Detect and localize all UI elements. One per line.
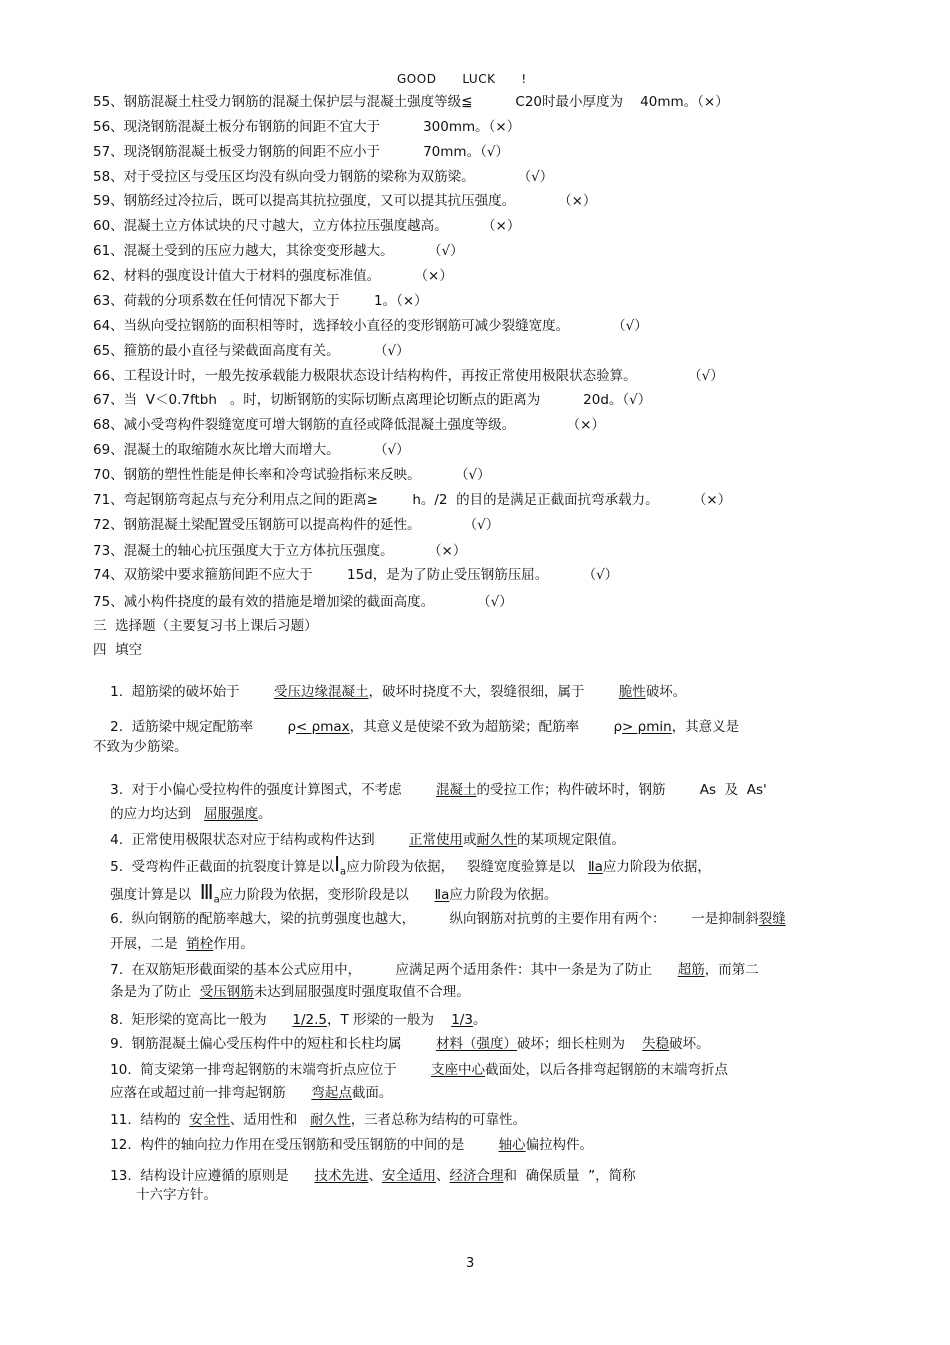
fill-q13-cont: 十六字方针。 xyxy=(136,1187,217,1203)
section-3-heading: 三 选择题（主要复习书上课后习题） xyxy=(93,618,318,634)
true-false-item: 74、双筋梁中要求箍筋间距不应大于 15d，是为了防止受压钢筋压屈。 （√） xyxy=(93,567,619,583)
true-false-item: 63、荷载的分项系数在任何情况下都大于 1。（×） xyxy=(93,293,428,309)
true-false-item: 59、钢筋经过冷拉后，既可以提高其抗拉强度，又可以提其抗压强度。 （×） xyxy=(93,193,597,209)
true-false-item: 72、钢筋混凝土梁配置受压钢筋可以提高构件的延性。 （√） xyxy=(93,517,500,533)
answer-blank: 材料（强度） xyxy=(435,1036,517,1052)
fill-q7: 7. 在双筋矩形截面梁的基本公式应用中， 应满足两个适用条件：其中一条是为了防止 超筋，而第二 xyxy=(110,962,759,978)
answer-blank: 弯起点 xyxy=(311,1085,352,1101)
true-false-item: 75、减小构件挠度的最有效的措施是增加梁的截面高度。 （√） xyxy=(93,594,513,610)
true-false-item: 57、现浇钢筋混凝土板受力钢筋的间距不应小于 70mm。（√） xyxy=(93,144,509,160)
answer-blank: 屈服强度 xyxy=(204,806,259,822)
true-false-item: 62、材料的强度设计值大于材料的强度标准值。 （×） xyxy=(93,268,453,284)
true-false-item: 65、箍筋的最小直径与梁截面高度有关。 （√） xyxy=(93,343,410,359)
answer-blank: 裂缝 xyxy=(758,911,786,927)
answer-blank: 1/3 xyxy=(451,1012,473,1028)
answer-blank: 正常使用 xyxy=(408,832,463,848)
fill-q11: 11. 结构的 安全性、适用性和 耐久性，三者总称为结构的可靠性。 xyxy=(110,1112,527,1128)
fill-q1: 1. 超筋梁的破坏始于 受压边缘混凝土，破坏时挠度不大，裂缝很细，属于 脆性破坏。 xyxy=(110,684,687,700)
true-false-item: 68、减小受弯构件裂缝宽度可增大钢筋的直径或降低混凝土强度等级。 （×） xyxy=(93,417,605,433)
page-number: 3 xyxy=(466,1256,475,1271)
fill-q6-cont: 开展，二是 销栓作用。 xyxy=(110,936,254,952)
fill-q2: 2. 适筋梁中规定配筋率 ρ< ρmax，其意义是使梁不致为超筋梁；配筋率 ρ> ρmin，其意义是 xyxy=(110,719,740,735)
answer-blank: 脆性 xyxy=(618,684,646,700)
answer-blank: 技术先进 xyxy=(314,1168,369,1184)
answer-blank: 混凝土 xyxy=(435,782,477,798)
answer-blank: > ρmin xyxy=(622,719,672,735)
true-false-item: 60、混凝土立方体试块的尺寸越大，立方体拉压强度越高。 （×） xyxy=(93,218,521,234)
fill-q12: 12. 构件的轴向拉力作用在受压钢筋和受压钢筋的中间的是 轴心偏拉构件。 xyxy=(110,1137,594,1153)
answer-blank: Ⅱa xyxy=(434,887,450,903)
true-false-item: 69、混凝土的取缩随水灰比增大而增大。 （√） xyxy=(93,442,410,458)
answer-blank: Ⅱa xyxy=(587,859,603,875)
true-false-item: 73、混凝土的轴心抗压强度大于立方体抗压强度。 （×） xyxy=(93,543,467,559)
answer-blank: 安全适用 xyxy=(381,1168,436,1184)
true-false-item: 61、混凝土受到的压应力越大，其徐变变形越大。 （√） xyxy=(93,243,464,259)
answer-blank: 经济合理 xyxy=(449,1168,504,1184)
fill-q9: 9. 钢筋混凝土偏心受压构件中的短柱和长柱均属 材料（强度）破坏；细长柱则为 失稳破坏。 xyxy=(110,1036,710,1052)
answer-blank: 支座中心 xyxy=(431,1062,486,1078)
true-false-item: 56、现浇钢筋混凝土板分布钢筋的间距不宜大于 300mm。（×） xyxy=(93,119,521,135)
section-4-heading: 四 填空 xyxy=(93,642,143,658)
true-false-item: 70、钢筋的塑性性能是伸长率和冷弯试验指标来反映。 （√） xyxy=(93,467,491,483)
true-false-item: 66、工程设计时，一般先按承载能力极限状态设计结构构件，再按正常使用极限状态验算。 （√） xyxy=(93,368,724,384)
page-header: GOOD LUCK ! xyxy=(397,72,527,86)
answer-blank: 失稳 xyxy=(642,1036,670,1052)
answer-blank: 销栓 xyxy=(186,936,214,952)
answer-blank: 受压钢筋 xyxy=(199,984,254,1000)
answer-blank: 受压边缘混凝土 xyxy=(273,684,369,700)
fill-q5: 5. 受弯构件正截面的抗裂度计算是以$Ⅰ_a$应力阶段为依据， 裂缝宽度验算是以 Ⅱa应力阶段为依据， xyxy=(110,852,711,878)
answer-blank: 耐久性 xyxy=(476,832,517,848)
fill-q10: 10. 简支梁第一排弯起钢筋的末端弯折点应位于 支座中心截面处，以后各排弯起钢筋的末端弯折点 xyxy=(110,1062,729,1078)
answer-blank: < ρmax xyxy=(296,719,350,735)
answer-blank: 耐久性 xyxy=(310,1112,351,1128)
answer-blank: 轴心 xyxy=(498,1137,526,1153)
answer-blank: 安全性 xyxy=(189,1112,230,1128)
true-false-item: 71、弯起钢筋弯起点与充分利用点之间的距离≥ h。/2 的目的是满足正截面抗弯承载力。 （×） xyxy=(93,492,732,508)
fill-q4: 4. 正常使用极限状态对应于结构或构件达到 正常使用或耐久性的某项规定限值。 xyxy=(110,832,625,848)
fill-q8: 8. 矩形梁的宽高比一般为 1/2.5，T 形梁的一般为 1/3。 xyxy=(110,1012,487,1028)
fill-q3: 3. 对于小偏心受拉构件的强度计算图式，不考虑 混凝土的受拉工作；构件破坏时，钢筋 As 及 As' xyxy=(110,782,767,798)
fill-q6: 6. 纵向钢筋的配筋率越大，梁的抗剪强度也越大， 纵向钢筋对抗剪的主要作用有两个： 一是抑制斜裂缝 xyxy=(110,911,786,927)
fill-q2-cont: 不致为少筋梁。 xyxy=(93,739,188,755)
fill-q10-cont: 应落在或超过前一排弯起钢筋 弯起点截面。 xyxy=(110,1085,393,1101)
answer-blank: 1/2.5 xyxy=(292,1012,327,1028)
answer-blank: 超筋 xyxy=(677,962,705,978)
fill-q13: 13. 结构设计应遵循的原则是 技术先进、安全适用、经济合理和 确保质量 ”，简称 xyxy=(110,1168,636,1184)
fill-q7-cont: 条是为了防止 受压钢筋未达到屈服强度时强度取值不合理。 xyxy=(110,984,470,1000)
fill-q5-cont: 强度计算是以 $Ⅲ_a$应力阶段为依据，变形阶段是以 Ⅱa应力阶段为依据。 xyxy=(110,880,558,906)
true-false-item: 55、钢筋混凝土柱受力钢筋的混凝土保护层与混凝土强度等级≦ C20时最小厚度为 40mm。（×） xyxy=(93,94,729,110)
true-false-item: 67、当 V＜0.7ftbh 。时，切断钢筋的实际切断点离理论切断点的距离为 20d。（√） xyxy=(93,392,652,408)
true-false-item: 64、当纵向受拉钢筋的面积相等时，选择较小直径的变形钢筋可减少裂缝宽度。 （√） xyxy=(93,318,648,334)
true-false-item: 58、对于受拉区与受压区均没有纵向受力钢筋的梁称为双筋梁。 （√） xyxy=(93,169,554,185)
fill-q3-cont: 的应力均达到 屈服强度。 xyxy=(110,806,272,822)
